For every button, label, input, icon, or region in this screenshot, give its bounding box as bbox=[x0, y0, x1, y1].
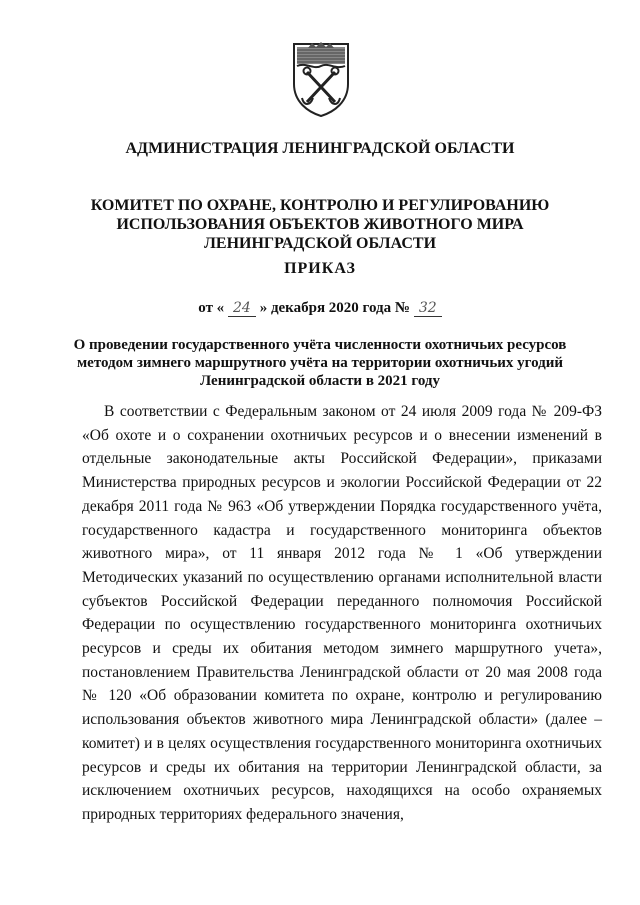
document-body bbox=[82, 400, 602, 827]
committee-line: ИСПОЛЬЗОВАНИЯ ОБЪЕКТОВ ЖИВОТНОГО МИРА bbox=[116, 216, 524, 233]
subject-line: Ленинградской области в 2021 году bbox=[199, 373, 441, 389]
order-subject bbox=[0, 336, 640, 390]
order-date-number bbox=[0, 300, 640, 317]
subject-line: О проведении государственного учёта численности охотничьих ресурсов bbox=[73, 337, 567, 353]
order-number-handwritten: 32 bbox=[414, 300, 442, 317]
committee-line: КОМИТЕТ ПО ОХРАНЕ, КОНТРОЛЮ И РЕГУЛИРОВАНИЮ bbox=[90, 197, 550, 214]
coat-of-arms-icon bbox=[290, 40, 352, 118]
body-paragraph: В соответствии с Федеральным законом от 24 июля 2009 года № 209-ФЗ «Об охоте и о сохранении охотничьих ресурсов и о внесении изменений в отдельные законодательные акты Российской Федерации», приказами Министерства природных ресурсов и экологии Российской Федерации от 22 декабря 2011 года № 963 «Об утверждении Порядка государственного учёта, государственного кадастра и государственного мониторинга объектов животного мира», от 11 января 2012 года № 1 «Об утверждении Методических указаний по осуществлению органами исполнительной власти субъектов Российской Федерации переданного полномочия Российской Федерации по осуществлению государственного мониторинга охотничьих ресурсов и среды их обитания методом зимнего маршрутного учета», постановлением Правительства Ленинградской области от 20 мая 2008 года № 120 «Об образовании комитета по охране, контролю и регулированию использования объектов животного мира Ленинградской области» (далее – комитет) и в целях осуществления государственного мониторинга охотничьих ресурсов и среды их обитания на территории Ленинградской области, за исключением охотничьих ресурсов, находящихся на особо охраняемых природных территориях федерального значения, bbox=[82, 403, 602, 823]
order-title: ПРИКАЗ bbox=[284, 260, 356, 277]
subject-line: методом зимнего маршрутного учёта на территории охотничьих угодий bbox=[76, 355, 564, 371]
administration-title: АДМИНИСТРАЦИЯ ЛЕНИНГРАДСКОЙ ОБЛАСТИ bbox=[125, 140, 515, 157]
committee-title bbox=[0, 196, 640, 253]
order-prefix: от « bbox=[198, 300, 225, 316]
order-day-handwritten: 24 bbox=[228, 300, 256, 317]
committee-line: ЛЕНИНГРАДСКОЙ ОБЛАСТИ bbox=[203, 235, 437, 252]
order-month-year: » декабря 2020 года № bbox=[259, 300, 410, 316]
